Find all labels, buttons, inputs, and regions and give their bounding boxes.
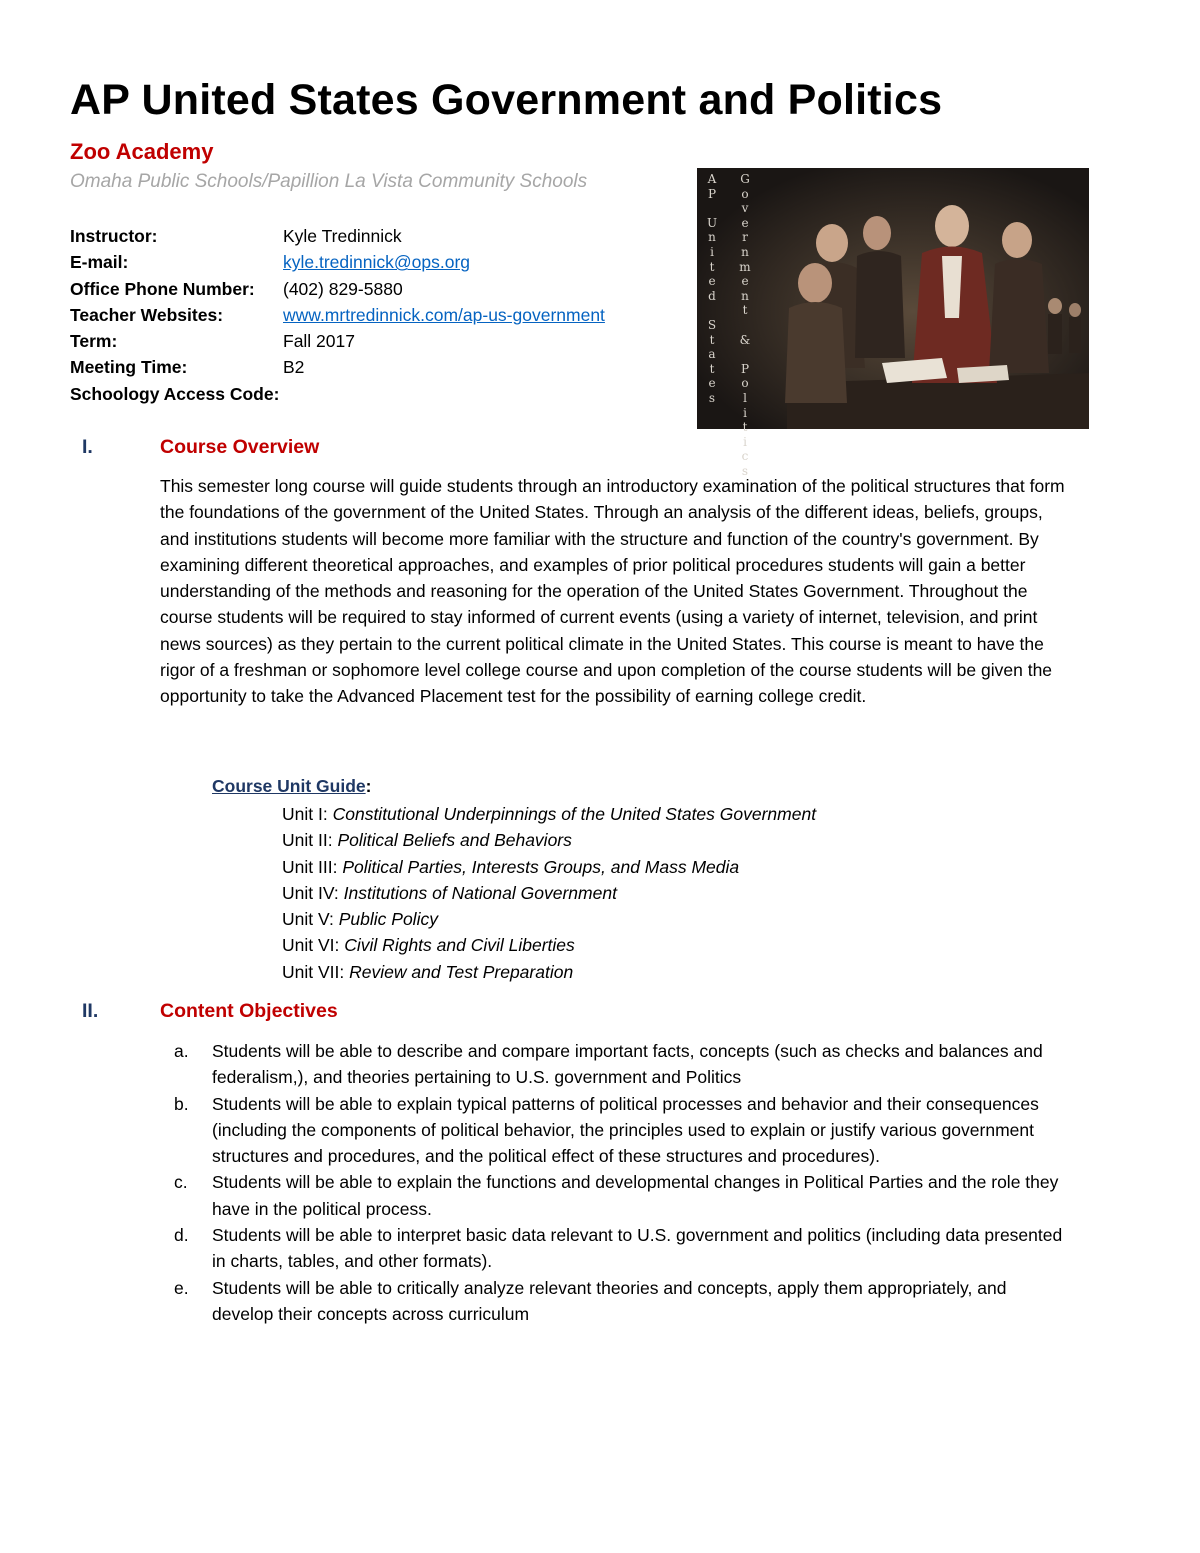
painting-illustration (697, 168, 1089, 429)
caption-letter (743, 347, 747, 362)
objective-letter: c. (174, 1172, 188, 1193)
caption-letter: S (707, 317, 717, 332)
info-label: Term: (70, 331, 118, 352)
caption-letter: s (708, 390, 716, 405)
caption-letter: d (708, 288, 716, 303)
caption-letter: m (739, 259, 751, 274)
caption-letter: r (742, 230, 748, 245)
unit-guide-colon: : (365, 776, 372, 796)
objective-text: Students will be able to interpret basic data relevant to U.S. government and politics (including data presented in charts, tables, and other formats). (212, 1225, 1063, 1272)
caption-letter: P (740, 361, 750, 376)
section-number: I. (82, 436, 93, 458)
caption-letter: o (741, 376, 749, 391)
info-row-website (70, 302, 690, 328)
caption-letter: U (706, 215, 718, 230)
objective-letter: b. (174, 1093, 189, 1114)
caption-letter: i (743, 434, 747, 449)
info-row-schoology (70, 381, 690, 407)
caption-letter: c (741, 449, 749, 464)
list-item (282, 932, 816, 958)
objective-text: Students will be able to critically analyze relevant theories and concepts, apply them appropriately, and develop their concepts across curriculum (212, 1277, 1007, 1324)
unit-number: Unit VI: (282, 935, 340, 956)
list-item (282, 801, 816, 827)
objective-letter: e. (174, 1277, 189, 1298)
term-value: Fall 2017 (283, 331, 355, 352)
info-label: Office Phone Number: (70, 278, 255, 299)
objective-text: Students will be able to explain typical patterns of political processes and behavior and their consequences (including the components of political behavior, the principles used to explain or justify various government structures and procedures, and the political effect of these structures and procedures). (212, 1093, 1039, 1167)
caption-letter: v (741, 201, 749, 216)
list-item (282, 827, 816, 853)
caption-letter: A (707, 172, 717, 186)
unit-number: Unit I: (282, 804, 328, 824)
section-number: II. (82, 1000, 99, 1022)
unit-number: Unit III: (282, 856, 338, 877)
info-row-phone (70, 276, 690, 302)
website-link[interactable]: www.mrtredinnick.com/ap-us-government (283, 304, 605, 325)
caption-letter: n (708, 230, 716, 245)
image-caption-right (738, 172, 752, 478)
section-title: Content Objectives (160, 1000, 338, 1022)
caption-letter: t (742, 420, 748, 435)
unit-title: Civil Rights and Civil Liberties (344, 935, 575, 956)
list-item (174, 1275, 1064, 1328)
caption-letter: s (741, 463, 749, 478)
caption-letter: P (707, 186, 717, 201)
caption-letter: n (741, 288, 749, 303)
info-label: Schoology Access Code: (70, 383, 280, 404)
objective-letter: d. (174, 1225, 189, 1246)
unit-title: Institutions of National Government (343, 882, 617, 903)
list-item (174, 1038, 1064, 1091)
list-item (282, 854, 816, 880)
caption-letter: t (709, 332, 715, 347)
caption-letter: n (741, 244, 749, 259)
info-row-instructor (70, 223, 690, 249)
info-row-term (70, 328, 690, 354)
list-item (174, 1222, 1064, 1275)
unit-title: Public Policy (338, 909, 438, 930)
meeting-time-value: B2 (283, 357, 305, 378)
section-title: Course Overview (160, 436, 320, 458)
caption-letter: o (741, 186, 749, 201)
caption-letter: i (743, 405, 747, 420)
unit-title: Constitutional Underpinnings of the United States Government (332, 804, 817, 824)
list-item (282, 880, 816, 906)
list-item (174, 1169, 1064, 1222)
objective-letter: a. (174, 1041, 189, 1061)
info-label: Meeting Time: (70, 357, 188, 378)
caption-letter: l (743, 390, 747, 405)
unit-guide-heading (212, 776, 371, 797)
section-heading-overview (82, 436, 319, 459)
caption-letter: e (741, 215, 749, 230)
unit-number: Unit IV: (282, 882, 339, 903)
unit-number: Unit II: (282, 830, 333, 851)
caption-letter (710, 303, 714, 318)
objective-text: Students will be able to explain the functions and developmental changes in Political Parties and the role they have in the political process. (212, 1172, 1059, 1219)
course-overview-text: This semester long course will guide students through an introductory examination of the political structures that form the foundations of the government of the United States. Through an analysis of the different ideas, beliefs, groups, and institutions students will become more familiar with the structure and function of the country's government. By examining different theoretical approaches, and examples of prior political procedures students will gain a better understanding of the methods and reasoning for the operation of the United States Government. Throughout the course students will be required to stay informed of current events (using a variety of internet, television, and print news sources) as they pertain to the current political climate in the United States. This course is meant to have the rigor of a freshman or sophomore level college course and upon completion of the course students will be given the opportunity to take the Advanced Placement test for the possibility of earning college credit. (160, 476, 1065, 707)
list-item (282, 959, 816, 985)
image-caption-left (705, 172, 719, 406)
caption-letter: e (708, 274, 716, 289)
unit-title: Political Beliefs and Behaviors (337, 830, 572, 851)
school-name: Zoo Academy (70, 139, 214, 164)
unit-title: Review and Test Preparation (349, 961, 574, 982)
caption-letter: t (709, 259, 715, 274)
page-title: AP United States Government and Politics (70, 76, 943, 124)
info-row-email (70, 249, 690, 275)
section-heading-objectives (82, 1000, 338, 1023)
founding-fathers-image (697, 168, 1089, 478)
caption-letter: t (742, 303, 748, 318)
caption-letter: G (740, 172, 750, 186)
caption-letter (710, 201, 714, 216)
unit-number: Unit VII: (282, 961, 345, 982)
caption-letter: e (741, 274, 749, 289)
caption-letter (743, 318, 747, 333)
unit-number: Unit V: (282, 909, 334, 930)
list-item (174, 1091, 1064, 1170)
info-label: E-mail: (70, 252, 129, 273)
phone-number: (402) 829-5880 (283, 278, 403, 299)
unit-list (282, 801, 816, 985)
email-link[interactable]: kyle.tredinnick@ops.org (283, 252, 471, 273)
unit-title: Political Parties, Interests Groups, and Mass Media (342, 856, 740, 877)
caption-letter: & (739, 332, 751, 347)
district-name: Omaha Public Schools/Papillion La Vista Community Schools (70, 171, 588, 192)
objective-text: Students will be able to describe and compare important facts, concepts (such as checks and balances and federalism,), and theories pertaining to U.S. government and Politics (212, 1041, 1043, 1088)
info-label: Teacher Websites: (70, 304, 224, 325)
objectives-list (174, 1038, 1064, 1327)
unit-guide-label: Course Unit Guide (212, 776, 366, 796)
instructor-name: Kyle Tredinnick (283, 226, 402, 246)
caption-letter: e (708, 376, 716, 391)
caption-letter: a (708, 347, 716, 362)
caption-letter: t (709, 361, 715, 376)
list-item (282, 906, 816, 932)
info-row-meeting (70, 354, 690, 380)
info-label: Instructor: (70, 226, 158, 246)
caption-letter: i (710, 244, 714, 259)
instructor-info (70, 223, 690, 407)
